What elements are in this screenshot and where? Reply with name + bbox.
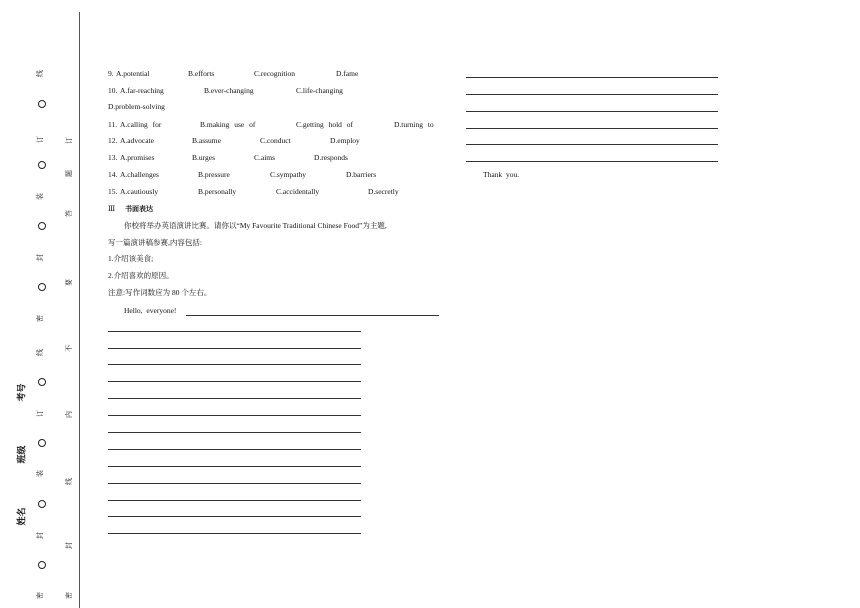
answer-line[interactable] bbox=[108, 381, 361, 382]
warning-char: 答 bbox=[65, 210, 73, 217]
seal-char: 订 bbox=[36, 410, 44, 417]
writing-requirement-1: 1.介绍该美食; bbox=[108, 254, 154, 263]
option-b: B.pressure bbox=[198, 170, 230, 179]
option-d: D.secretly bbox=[368, 187, 399, 196]
answer-line-greeting[interactable] bbox=[186, 315, 439, 316]
writing-prompt-line2: 写一篇演讲稿参赛,内容包括: bbox=[108, 238, 202, 247]
warning-char: 要 bbox=[65, 279, 73, 286]
seal-char: 密 bbox=[36, 315, 44, 322]
option-a: A.calling for bbox=[120, 120, 162, 129]
answer-line[interactable] bbox=[108, 449, 361, 450]
answer-line[interactable] bbox=[108, 398, 361, 399]
option-a: A.challenges bbox=[120, 170, 159, 179]
option-b: B.efforts bbox=[188, 69, 215, 78]
seal-char: 封 bbox=[36, 532, 44, 539]
seal-char: 订 bbox=[36, 136, 44, 143]
answer-line[interactable] bbox=[466, 128, 718, 129]
answer-line[interactable] bbox=[108, 331, 361, 332]
answer-line[interactable] bbox=[108, 415, 361, 416]
warning-char: 不 bbox=[65, 345, 73, 352]
binding-hole-circle bbox=[38, 500, 46, 508]
option-a: A.potential bbox=[116, 69, 150, 78]
option-a: A.promises bbox=[120, 153, 155, 162]
question-number: 14. bbox=[108, 170, 118, 179]
option-d: D.responds bbox=[314, 153, 348, 162]
class-label: 班级 bbox=[17, 445, 28, 464]
option-b: B.personally bbox=[198, 187, 237, 196]
binding-hole-circle bbox=[38, 100, 46, 108]
writing-prompt-line1: 你校将举办英语演讲比赛。请你以“My Favourite Traditional Chinese Food”为主题, bbox=[124, 221, 387, 230]
answer-line[interactable] bbox=[108, 432, 361, 433]
warning-char: 订 bbox=[65, 137, 73, 144]
binding-hole-circle bbox=[38, 439, 46, 447]
option-b: B.ever-changing bbox=[204, 86, 254, 95]
warning-char: 题 bbox=[65, 170, 73, 177]
option-c: C.sympathy bbox=[270, 170, 307, 179]
question-number: 9. bbox=[108, 69, 114, 78]
option-c: C.accidentally bbox=[276, 187, 320, 196]
seal-char: 装 bbox=[36, 193, 44, 200]
binding-hole-circle bbox=[38, 161, 46, 169]
answer-line[interactable] bbox=[108, 500, 361, 501]
seal-char: 线 bbox=[36, 349, 44, 356]
option-d: D.problem-solving bbox=[108, 102, 165, 111]
option-d: D.employ bbox=[330, 136, 360, 145]
warning-char: 封 bbox=[65, 542, 73, 549]
binding-hole-circle bbox=[38, 222, 46, 230]
word-count-note: 注意:写作词数应为 80 个左右。 bbox=[108, 288, 212, 297]
warning-char: 密 bbox=[65, 592, 73, 599]
option-b: B.urges bbox=[192, 153, 215, 162]
binding-hole-circle bbox=[38, 561, 46, 569]
binding-hole-circle bbox=[38, 378, 46, 386]
closing: Thank you. bbox=[483, 170, 520, 179]
greeting: Hello, everyone! bbox=[124, 306, 177, 315]
option-c: C.conduct bbox=[260, 136, 291, 145]
option-a: A.far-reaching bbox=[120, 86, 164, 95]
section-title: 书面表达 bbox=[125, 205, 153, 213]
option-d: D.barriers bbox=[346, 170, 377, 179]
seal-char: 装 bbox=[36, 470, 44, 477]
seal-char: 密 bbox=[36, 592, 44, 599]
option-a: A.advocate bbox=[120, 136, 154, 145]
option-c: C.getting hold of bbox=[296, 120, 354, 129]
seal-char: 线 bbox=[36, 70, 44, 77]
option-b: B.assume bbox=[192, 136, 221, 145]
answer-line[interactable] bbox=[466, 161, 718, 162]
answer-line[interactable] bbox=[108, 533, 361, 534]
warning-char: 线 bbox=[65, 478, 73, 485]
answer-line[interactable] bbox=[108, 483, 361, 484]
name-label: 姓名 bbox=[17, 507, 28, 526]
binding-line bbox=[79, 12, 80, 608]
option-a: A.cautiously bbox=[120, 187, 159, 196]
answer-line[interactable] bbox=[466, 94, 718, 95]
option-c: C.recognition bbox=[254, 69, 296, 78]
warning-char: 内 bbox=[65, 411, 73, 418]
seal-char: 封 bbox=[36, 254, 44, 261]
answer-line[interactable] bbox=[466, 111, 718, 112]
answer-line[interactable] bbox=[108, 516, 361, 517]
option-c: C.life-changing bbox=[296, 86, 343, 95]
answer-line[interactable] bbox=[108, 348, 361, 349]
answer-line[interactable] bbox=[466, 144, 718, 145]
section-number: Ⅲ bbox=[108, 204, 116, 213]
answer-line[interactable] bbox=[108, 466, 361, 467]
binding-hole-circle bbox=[38, 283, 46, 291]
option-d: D.fame bbox=[336, 69, 359, 78]
option-b: B.making use of bbox=[200, 120, 256, 129]
option-d: D.turning to bbox=[394, 120, 434, 129]
option-c: C.aims bbox=[254, 153, 276, 162]
question-number: 11. bbox=[108, 120, 118, 129]
answer-line[interactable] bbox=[466, 77, 718, 78]
question-number: 12. bbox=[108, 136, 118, 145]
question-number: 15. bbox=[108, 187, 118, 196]
question-number: 13. bbox=[108, 153, 118, 162]
exam-number-label: 考号 bbox=[17, 383, 28, 402]
writing-requirement-2: 2.介绍喜欢的原因。 bbox=[108, 271, 174, 280]
question-number: 10. bbox=[108, 86, 118, 95]
answer-line[interactable] bbox=[108, 364, 361, 365]
